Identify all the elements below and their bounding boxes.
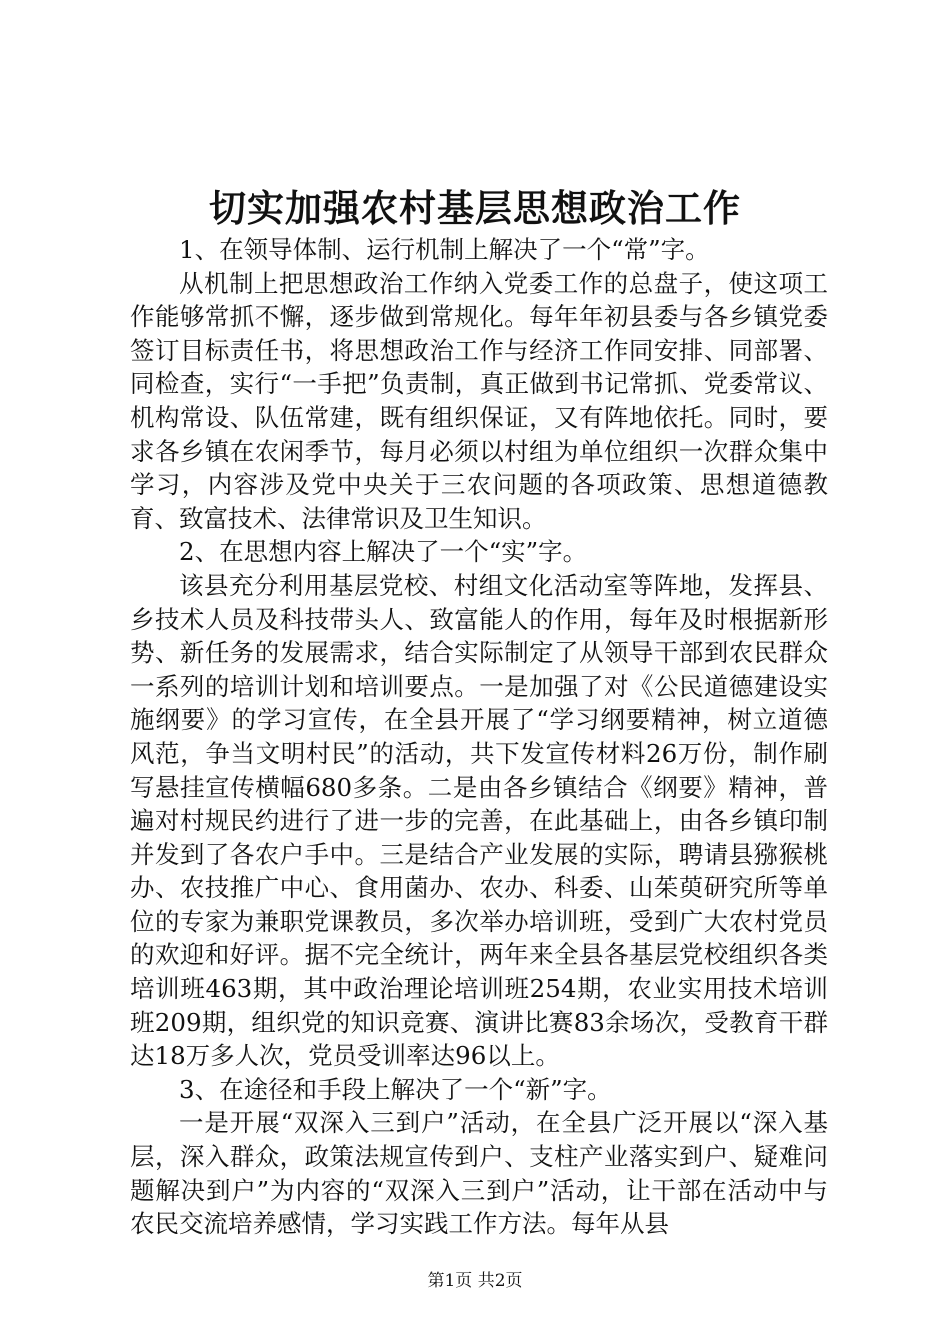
paragraph: 该县充分利用基层党校、村组文化活动室等阵地，发挥县、乡技术人员及科技带头人、致富能人的作用，每年及时根据新形势、新任务的发展需求，结合实际制定了从领导干部到农民群众一系列的培训计划和培训要点。一是加强了对《公民道德建设实施纲要》的学习宣传，在全县开展了“学习纲要精神，树立道德风范，争当文明村民”的活动，共下发宣传材料26万份，制作刷写悬挂宣传横幅680多条。二是由各乡镇结合《纲要》精神，普遍对村规民约进行了进一步的完善，在此基础上，由各乡镇印制并发到了各农户手中。三是结合产业发展的实际，聘请县猕猴桃办、农技推广中心、食用菌办、农办、科委、山茱萸研究所等单位的专家为兼职党课教员，多次举办培训班，受到广大农村党员的欢迎和好评。据不完全统计，两年来全县各基层党校组织各类培训班463期，其中政治理论培训班254期，农业实用技术培训班209期，组织党的知识竞赛、演讲比赛83余场次，受教育干群达18万多人次，党员受训率达96以上。 — [130, 570, 828, 1071]
paragraph-heading-2: 2、在思想内容上解决了一个“实”字。 — [179, 537, 588, 567]
paragraph-heading-3: 3、在途径和手段上解决了一个“新”字。 — [179, 1074, 612, 1104]
paragraph: 从机制上把思想政治工作纳入党委工作的总盘子，使这项工作能够常抓不懈，逐步做到常规化。每年年初县委与各乡镇党委签订目标责任书，将思想政治工作与经济工作同安排、同部署、同检查，实行“一手把”负责制，真正做到书记常抓、党委常议、机构常设、队伍常建，既有组织保证，又有阵地依托。同时，要求各乡镇在农闲季节，每月必须以村组为单位组织一次群众集中学习，内容涉及党中央关于三农问题的各项政策、思想道德教育、致富技术、法律常识及卫生知识。 — [130, 268, 828, 533]
paragraph: 一是开展“双深入三到户”活动，在全县广泛开展以“深入基层，深入群众，政策法规宣传到户、支柱产业落实到户、疑难问题解决到户”为内容的“双深入三到户”活动，让干部在活动中与农民交流培养感情，学习实践工作方法。每年从县 — [130, 1108, 828, 1239]
document-body — [130, 233, 828, 1241]
document-title: 切实加强农村基层思想政治工作 — [209, 186, 741, 230]
page-footer: 第1页 共2页 — [427, 1271, 523, 1291]
paragraph-heading-1: 1、在领导体制、运行机制上解决了一个“常”字。 — [179, 235, 710, 264]
